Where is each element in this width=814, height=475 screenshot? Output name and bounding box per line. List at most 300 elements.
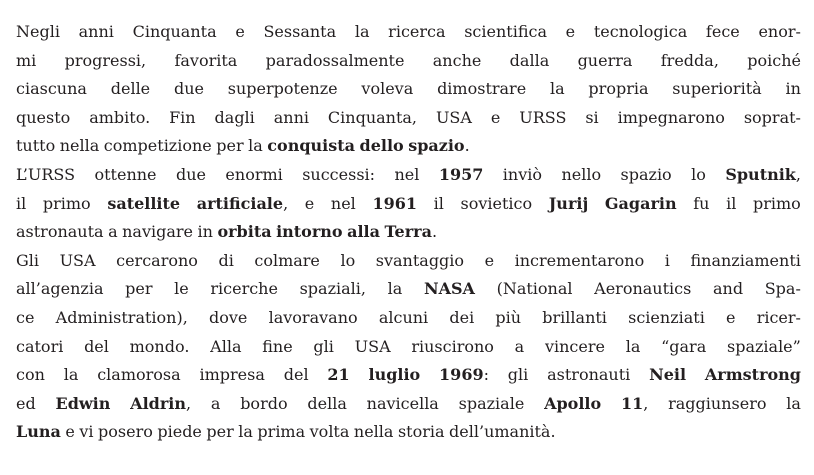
bold-text: orbita	[217, 222, 272, 242]
text: Sessanta	[263, 22, 337, 41]
text: prima	[257, 422, 306, 442]
text: e	[235, 22, 245, 41]
text-line	[16, 132, 801, 161]
word	[130, 333, 190, 362]
text: primo	[753, 193, 801, 213]
text: superiorità	[672, 79, 762, 99]
text: URSS	[519, 107, 567, 127]
word	[60, 132, 100, 161]
text: scientifica	[464, 22, 547, 41]
text: dove	[209, 307, 248, 327]
text: del	[283, 365, 309, 385]
word	[307, 390, 346, 419]
word	[503, 161, 542, 190]
word	[485, 247, 494, 276]
word	[355, 18, 370, 47]
word	[327, 361, 349, 390]
word	[169, 104, 196, 133]
text: cercarono	[116, 250, 198, 270]
text: Alla	[210, 336, 242, 356]
text: per	[206, 422, 234, 442]
text: propria	[588, 79, 649, 99]
word	[605, 190, 677, 219]
bold-text: artificiale	[196, 193, 284, 213]
bold-text: alla	[347, 222, 380, 242]
word	[16, 104, 70, 133]
word	[16, 218, 104, 247]
bold-text: Luna	[16, 422, 61, 442]
text: la	[238, 422, 253, 442]
text: catori	[16, 336, 64, 356]
text: ambito.	[89, 107, 151, 127]
text-line	[16, 161, 801, 190]
text: in	[785, 79, 801, 99]
word	[130, 390, 191, 419]
text-line	[16, 75, 801, 104]
text: Fin	[169, 107, 196, 127]
text-line	[16, 333, 801, 362]
text: raggiunsero	[668, 393, 767, 413]
text: Spa-	[764, 279, 801, 299]
text: competizione	[103, 136, 212, 156]
text: Administration),	[55, 307, 188, 327]
text: impegnarono	[617, 107, 725, 127]
text: navigare	[122, 222, 194, 242]
word	[785, 75, 800, 104]
word	[398, 418, 445, 447]
text: impresa	[199, 365, 265, 385]
text: e	[304, 193, 315, 213]
word	[550, 75, 565, 104]
text: storia	[397, 422, 445, 442]
word	[361, 75, 413, 104]
text: spaziali,	[299, 279, 366, 299]
word	[566, 18, 575, 47]
word	[347, 218, 380, 247]
word	[197, 190, 288, 219]
text: anni	[78, 22, 114, 41]
text: dalla	[509, 50, 550, 70]
text: lo	[691, 164, 706, 184]
word	[274, 104, 309, 133]
word	[439, 361, 489, 390]
word	[433, 47, 482, 76]
text: fredda,	[660, 50, 719, 70]
word	[585, 104, 598, 133]
cropped-heading-fragment	[0, 0, 814, 8]
word	[266, 47, 405, 76]
text: finanziamenti	[690, 250, 801, 270]
word	[449, 304, 474, 333]
bold-text: dello	[359, 136, 404, 156]
text: clamorosa	[97, 365, 181, 385]
text: la	[63, 365, 79, 385]
text: all’agenzia	[16, 279, 104, 299]
bold-text: satellite	[107, 193, 181, 213]
text: per	[216, 136, 244, 156]
text: ciascuna	[16, 79, 87, 99]
text: Cinquanta,	[327, 107, 418, 127]
word	[209, 304, 247, 333]
text-line	[16, 418, 801, 447]
word	[542, 304, 607, 333]
word	[262, 333, 292, 362]
text: favorita	[174, 50, 238, 70]
text: in	[197, 222, 213, 242]
text: di	[218, 250, 234, 270]
word	[713, 275, 743, 304]
word	[79, 418, 93, 447]
text: voleva	[361, 79, 414, 99]
text: nello	[561, 164, 602, 184]
text: brillanti	[542, 307, 607, 327]
word	[174, 47, 237, 76]
word	[16, 18, 60, 47]
word	[16, 275, 104, 304]
word	[424, 275, 475, 304]
word	[228, 75, 338, 104]
word	[355, 333, 391, 362]
word	[133, 18, 217, 47]
word	[594, 275, 691, 304]
word	[628, 304, 705, 333]
word	[437, 75, 526, 104]
word	[705, 361, 801, 390]
text: a	[514, 336, 525, 356]
word	[594, 18, 687, 47]
word	[626, 333, 641, 362]
word	[206, 418, 233, 447]
word	[210, 333, 241, 362]
text: ricerche	[210, 279, 278, 299]
word	[302, 161, 375, 190]
text: ricer-	[756, 307, 801, 327]
word	[305, 190, 314, 219]
text: vincere	[544, 336, 605, 356]
text-line	[16, 247, 801, 276]
bold-text: intorno	[276, 222, 343, 242]
text: a	[210, 393, 221, 413]
bold-text: 1961	[372, 193, 417, 213]
word	[16, 132, 55, 161]
word	[313, 333, 333, 362]
text: USA	[435, 107, 472, 127]
text: spazio	[620, 164, 672, 184]
word	[79, 18, 114, 47]
text: del	[84, 336, 109, 356]
word	[367, 390, 439, 419]
text-line	[16, 18, 801, 47]
word	[104, 132, 212, 161]
word	[157, 418, 202, 447]
word	[89, 104, 150, 133]
word	[248, 132, 263, 161]
text-line	[16, 218, 801, 247]
bold-text: Armstrong	[704, 365, 801, 385]
word	[459, 390, 525, 419]
text: lavoravano	[268, 307, 358, 327]
text: lo	[340, 250, 356, 270]
word	[549, 190, 589, 219]
word	[125, 275, 152, 304]
text: spaziale	[458, 393, 525, 413]
word	[495, 304, 521, 333]
word	[394, 161, 419, 190]
word	[16, 304, 34, 333]
text: poiché	[747, 50, 801, 70]
bold-text: 1969	[439, 365, 484, 385]
word	[491, 104, 500, 133]
text: paradossalmente	[265, 50, 405, 70]
text: tecnologica	[593, 22, 688, 41]
word	[360, 132, 404, 161]
text: gli	[313, 336, 334, 356]
text: bordo	[240, 393, 288, 413]
text: ricerca	[388, 22, 446, 41]
word	[621, 161, 672, 190]
word	[16, 390, 36, 419]
text: USA	[59, 250, 96, 270]
text: incrementarono	[514, 250, 645, 270]
bold-text: Sputnik	[725, 164, 796, 184]
word	[545, 333, 605, 362]
word	[267, 132, 355, 161]
text: ,	[283, 193, 289, 213]
word	[384, 218, 437, 247]
word	[649, 361, 686, 390]
word	[786, 390, 801, 419]
word	[238, 418, 253, 447]
word	[276, 218, 343, 247]
word	[65, 418, 74, 447]
word	[515, 247, 645, 276]
bold-text: luglio	[368, 365, 421, 385]
text: tutto	[16, 136, 56, 156]
text: enormi	[225, 164, 283, 184]
text: ed	[16, 393, 36, 413]
text: Negli	[16, 22, 60, 41]
word	[744, 104, 801, 133]
word	[216, 132, 243, 161]
word	[107, 190, 180, 219]
word	[519, 104, 566, 133]
word	[621, 390, 648, 419]
text: della	[307, 393, 347, 413]
word	[510, 47, 550, 76]
word	[16, 47, 36, 76]
word	[618, 104, 725, 133]
text-line	[16, 390, 801, 419]
text-body	[16, 18, 801, 447]
text: e	[565, 22, 576, 41]
word	[331, 190, 356, 219]
text: la	[387, 279, 403, 299]
text: svantaggio	[375, 250, 465, 270]
word	[174, 275, 189, 304]
text: la	[549, 79, 565, 99]
text: la	[625, 336, 641, 356]
text: and	[712, 279, 744, 299]
text: fine	[262, 336, 293, 356]
bold-text: 11	[620, 393, 644, 413]
word	[515, 333, 525, 362]
word	[690, 247, 800, 276]
word	[176, 161, 206, 190]
bold-text: Gagarin	[604, 193, 677, 213]
text: :	[483, 365, 489, 385]
text: navicella	[366, 393, 439, 413]
word	[328, 104, 417, 133]
word	[668, 390, 766, 419]
text: anche	[432, 50, 482, 70]
word	[235, 18, 244, 47]
word	[661, 47, 719, 76]
text: progressi,	[64, 50, 147, 70]
word	[497, 275, 573, 304]
paragraph	[16, 18, 801, 161]
word	[508, 361, 528, 390]
text: questo	[16, 107, 71, 127]
text-line	[16, 47, 801, 76]
text-line	[16, 304, 801, 333]
word	[16, 418, 61, 447]
text: ,	[185, 393, 192, 413]
text: dei	[449, 307, 475, 327]
word	[310, 418, 350, 447]
word	[122, 218, 193, 247]
word	[758, 18, 800, 47]
word	[547, 361, 630, 390]
bold-text: Terra	[384, 222, 432, 242]
word	[372, 190, 417, 219]
text: il	[16, 193, 27, 213]
word	[198, 218, 213, 247]
text: mondo.	[129, 336, 190, 356]
text: la	[248, 136, 263, 156]
word	[464, 18, 547, 47]
word	[578, 47, 633, 76]
word	[225, 161, 282, 190]
text: scienziati	[628, 307, 705, 327]
text: le	[174, 279, 189, 299]
text: gli	[507, 365, 529, 385]
word	[211, 390, 221, 419]
bold-text: 1957	[438, 164, 484, 184]
text: USA	[354, 336, 391, 356]
text: dell’umanità.	[449, 422, 556, 442]
word	[727, 333, 801, 362]
word	[284, 361, 309, 390]
word	[215, 104, 255, 133]
word	[16, 75, 87, 104]
text-line	[16, 361, 801, 390]
word	[747, 47, 801, 76]
text: e	[490, 107, 501, 127]
text: ,	[795, 164, 801, 184]
word	[16, 361, 45, 390]
text: .	[431, 222, 438, 242]
word	[16, 247, 39, 276]
text: e	[726, 307, 736, 327]
text: soprat-	[743, 107, 801, 127]
text: .	[464, 136, 470, 156]
text: colmare	[254, 250, 320, 270]
text: la	[354, 22, 370, 41]
word	[116, 247, 198, 276]
text: piede	[157, 422, 202, 442]
word	[16, 333, 63, 362]
word	[111, 75, 150, 104]
word	[460, 190, 532, 219]
text: ottenne	[94, 164, 157, 184]
word	[240, 390, 287, 419]
text: Cinquanta	[132, 22, 217, 41]
text: riuscirono	[411, 336, 494, 356]
text: Aeronautics	[594, 279, 692, 299]
word	[388, 18, 445, 47]
word	[16, 190, 26, 219]
text: i	[664, 250, 670, 270]
word	[56, 304, 188, 333]
word	[65, 47, 147, 76]
word	[60, 247, 96, 276]
word	[726, 304, 735, 333]
word	[257, 418, 305, 447]
text: dimostrare	[437, 79, 527, 99]
text: volta	[309, 422, 350, 442]
text: due	[173, 79, 204, 99]
bold-text: Apollo	[544, 393, 602, 413]
word	[588, 75, 648, 104]
text: e	[484, 250, 495, 270]
text: enor-	[758, 22, 801, 41]
word	[174, 75, 204, 104]
word	[218, 247, 233, 276]
text: nella	[353, 422, 394, 442]
bold-text: Jurij	[548, 193, 589, 213]
paragraph	[16, 161, 801, 247]
bold-text: spazio	[408, 136, 465, 156]
word	[757, 304, 801, 333]
word	[706, 18, 740, 47]
text: nel	[394, 164, 420, 184]
text: L’URSS	[16, 164, 76, 184]
text: sovietico	[460, 193, 533, 213]
text: il	[726, 193, 737, 213]
word	[765, 275, 801, 304]
word	[436, 104, 472, 133]
word	[661, 333, 706, 362]
bold-text: Neil	[649, 365, 687, 385]
word	[691, 161, 706, 190]
bold-text: conquista	[267, 136, 355, 156]
text-line	[16, 104, 801, 133]
text: alcuni	[378, 307, 429, 327]
text: inviò	[502, 164, 542, 184]
word	[108, 218, 118, 247]
text: la	[786, 393, 801, 413]
bold-text: 21	[327, 365, 350, 385]
word	[672, 75, 761, 104]
text: primo	[42, 193, 91, 213]
word	[84, 333, 109, 362]
word	[411, 333, 494, 362]
text: posero	[98, 422, 153, 442]
word	[263, 18, 336, 47]
word	[210, 275, 278, 304]
word	[368, 361, 420, 390]
text: “gara	[661, 336, 707, 356]
